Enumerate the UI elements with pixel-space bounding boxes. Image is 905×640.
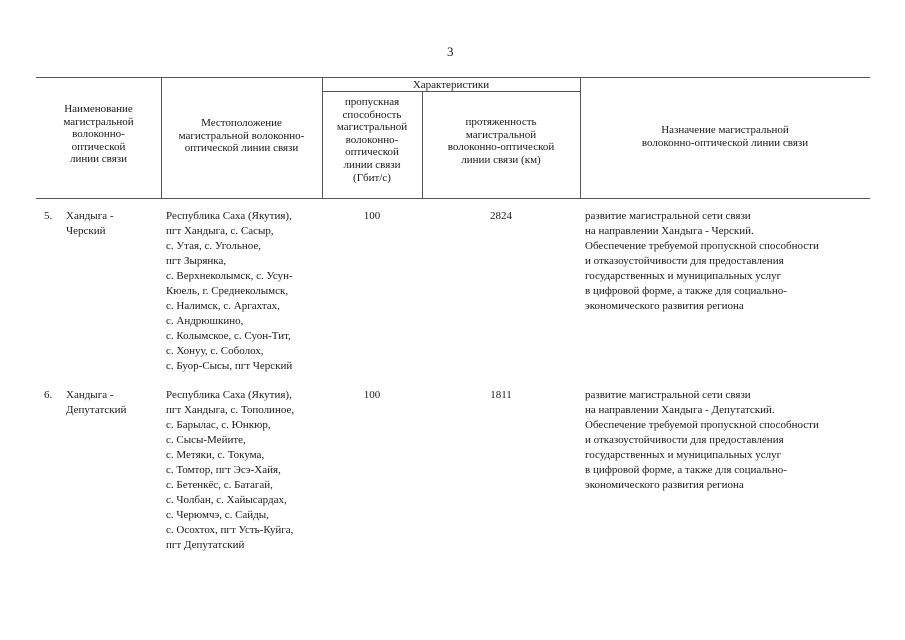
- row-location: Республика Саха (Якутия), пгт Хандыга, с. Сасыр, с. Утая, с. Угольное, пгт Зырянка, с. Верхнеколымск, с. Усун- Кюель, г. Среднеколымск, с. Налимск, с. Аргахтах, с. Андрюшкино, с. Колымское, с. Суон-Тит, с. Хонуу, с. Соболох, с. Буор-Сысы, пгт Черский: [166, 210, 293, 372]
- header-purpose: Назначение магистральной волоконно-оптической линии связи: [641, 124, 809, 149]
- row-number: 5.: [44, 210, 53, 222]
- header-name: Наименование магистральной волоконно- оптической линии связи: [63, 103, 134, 166]
- row-bandwidth: 100: [363, 210, 381, 222]
- row-purpose: развитие магистральной сети связи на направлении Хандыга - Депутатский. Обеспечение требуемой пропускной способности и отказоустойчивости для предоставления государственных и муниципальных услуг в цифровой форме, а также для социально- экономического развития региона: [585, 389, 819, 491]
- row-number: 6.: [44, 389, 53, 401]
- row-purpose: развитие магистральной сети связи на направлении Хандыга - Черский. Обеспечение требуемой пропускной способности и отказоустойчивости для предоставления государственных и муниципальных услуг в цифровой форме, а также для социально- экономического развития региона: [585, 210, 819, 312]
- header-bandwidth: пропускная способность магистральной волоконно- оптической линии связи (Гбит/с): [336, 96, 408, 184]
- row-length: 1811: [490, 389, 512, 401]
- header-bottom-border: [36, 198, 870, 199]
- row-name: Хандыга - Депутатский: [66, 389, 127, 416]
- row-location: Республика Саха (Якутия), пгт Хандыга, с. Тополиное, с. Барылас, с. Юнкюр, с. Сысы-Мейите, с. Метяки, с. Токума, с. Томтор, пгт Эсэ-Хайя, с. Бетенкёс, с. Батагай, с. Чолбан, с. Хайысардах, с. Черюмчэ, с. Сайды, с. Осохтох, пгт Усть-Куйга, пгт Депутатский: [166, 389, 295, 551]
- header-length: протяженность магистральной волоконно-оптической линии связи (км): [447, 116, 555, 166]
- row-bandwidth: 100: [363, 389, 381, 401]
- row-name: Хандыга - Черский: [66, 210, 114, 237]
- header-characteristics: Характеристики: [412, 79, 490, 91]
- page-number: 3: [447, 44, 454, 59]
- row-length: 2824: [490, 210, 512, 222]
- header-location: Местоположение магистральной волоконно- оптической линии связи: [178, 117, 305, 155]
